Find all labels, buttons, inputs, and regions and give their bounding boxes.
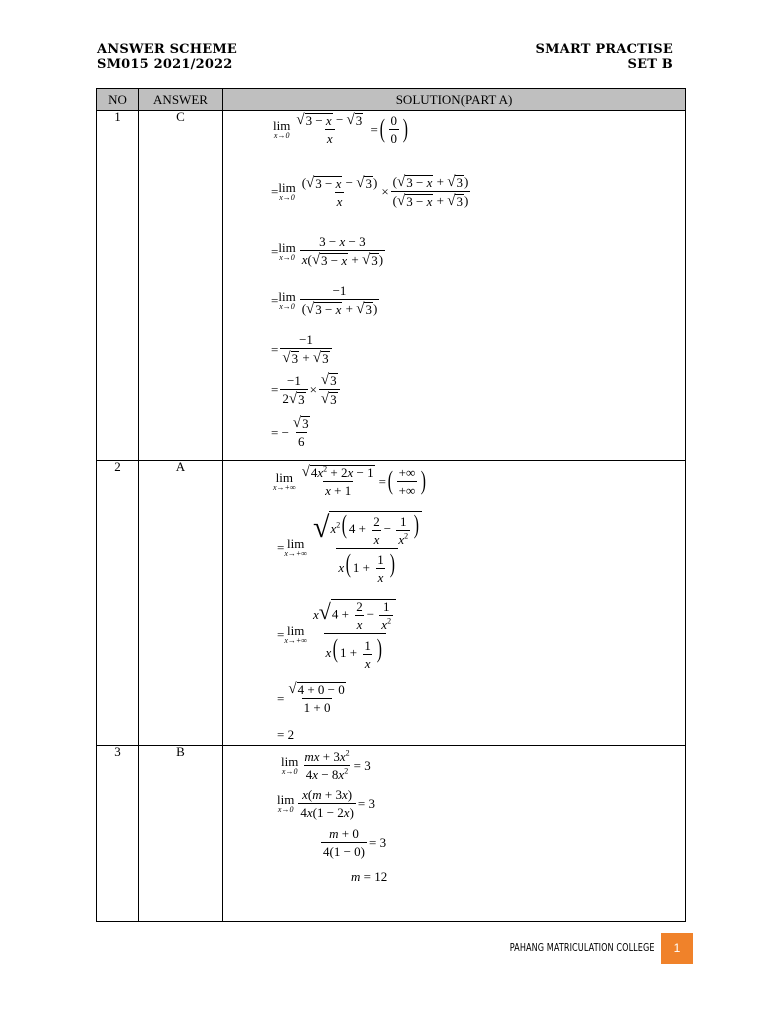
question-number: 2 [97,461,139,746]
solution-step: m = 12 [351,869,388,884]
answer-letter: C [139,111,223,461]
solution-cell [223,746,686,922]
header-right [535,42,673,72]
header-left [97,42,237,72]
table-row [97,746,686,922]
answer-table [96,88,686,922]
solution-step: = lim x→0 −1 ( √ 3 − x + √ 3 ) [271,283,378,317]
question-number: 3 [97,746,139,922]
solution-step: = lim x→0 ( √ 3 − x − √ 3 ) x × ( √ 3 − x + √ 3 ) ( √ 3 − x + √ 3 ) [271,174,469,209]
solution-step: = √ 4 + 0 − 0 1 + 0 [277,681,345,715]
table-row [97,111,686,461]
doc-series: SMART PRACTISE [535,42,673,57]
solution-step: lim x→0 √ 3 − x − √ 3 x = ( 0 0 ) [273,112,408,146]
solution-step: = lim x→+∞ x √ 4 + $\frac{2}{x}$ − $\frac{1}{x^2}$ x( 1 + $\frac{1}{x}$ ) [277,599,400,670]
doc-code: SM015 2021/2022 [97,57,233,72]
solution-cell [223,461,686,746]
table-header-row [97,89,686,111]
solution-cell [223,111,686,461]
solution-step: = lim x→+∞ √ $x^2$( 4 + $\frac{2}{x}$ − $\frac{1}{x^2}$ ) x( 1 + $\frac{1}{x}$ ) [277,511,426,584]
solution-step: lim x→+∞ √ $4x^2 + 2x - 1$ x + 1 = ( +∞ +∞ ) [273,464,427,498]
doc-set: SET B [627,57,673,72]
answer-letter: B [139,746,223,922]
table-row [97,461,686,746]
footer-college: PAHANG MATRICULATION COLLEGE [510,941,655,954]
solution-step: = − √ 3 6 [271,415,309,449]
answer-letter: A [139,461,223,746]
header-solution: SOLUTION(PART A) [223,89,686,111]
solution-step: = lim x→0 3 − x − 3 x( √ 3 − x + √ 3 ) [271,234,384,268]
solution-step: = −1 2 √ 3 × √ 3 √ 3 [271,373,342,406]
solution-step: = 2 [277,727,295,742]
page-number: 1 [661,933,693,964]
solution-step: lim x→0 $\frac{x(m + 3x)}{4x(1 - 2x)}$ = 3 [277,787,376,820]
solution-step: lim x→0 $\frac{mx + 3x^2}{4x - 8x^2}$ = 3 [281,748,371,782]
doc-title: ANSWER SCHEME [97,42,238,57]
solution-step: = −1 √ 3 + √ 3 [271,333,334,365]
header-answer: ANSWER [139,89,223,111]
question-number: 1 [97,111,139,461]
header-no: NO [97,89,139,111]
solution-step: $\frac{m + 0}{4(1 - 0)}$ = 3 [323,826,387,859]
